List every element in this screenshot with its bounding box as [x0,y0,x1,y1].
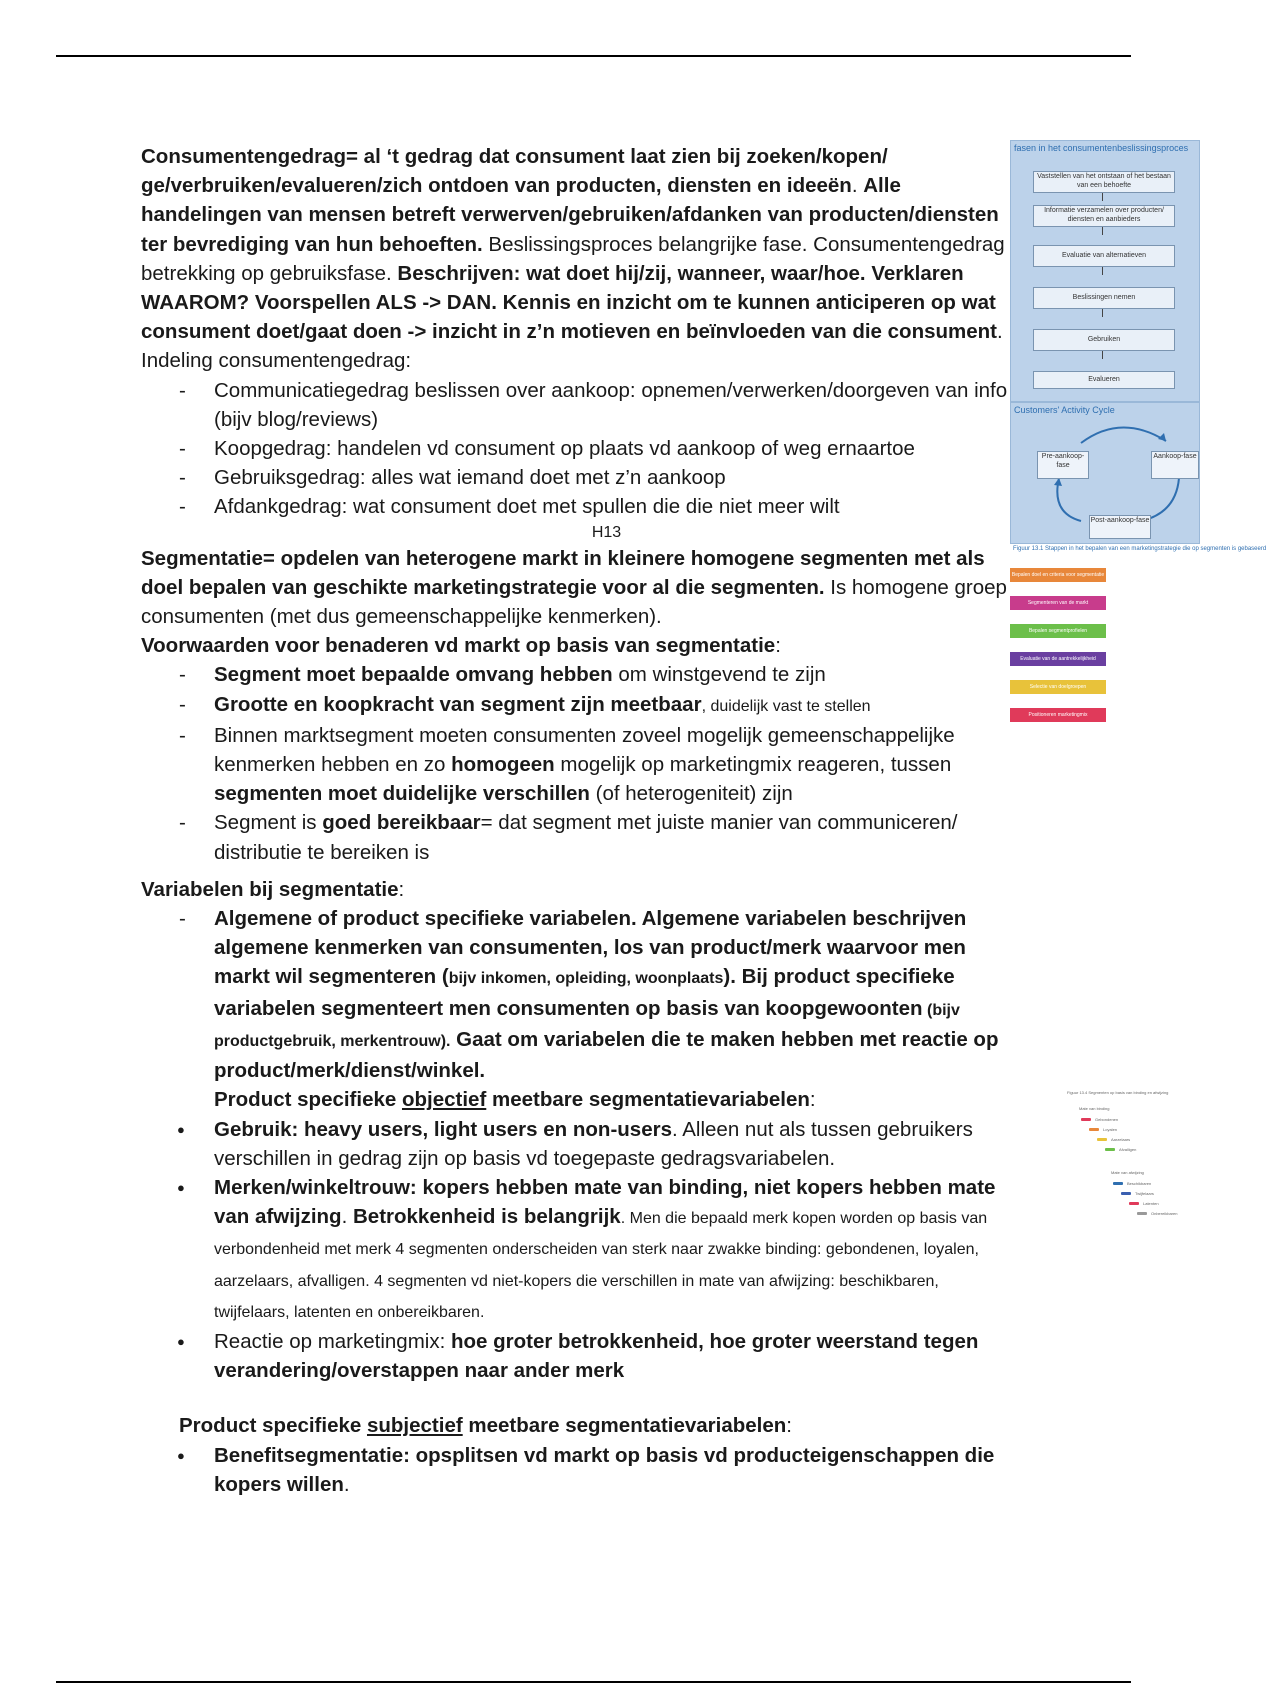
bold-text: homogeen [451,753,555,777]
process-step: Evaluatie van alternatieven [1033,245,1175,267]
small-text: . Men die bepaald merk kopen worden op basis van verbondenheid met merk 4 segmenten onderscheiden van sterk naar zwakke binding: gebondenen, loyalen, aarzelaars, afvalligen. 4 segmenten vd niet-kopers die verschillen in mate van afwijzing: beschikbaren, twijfelaars, latenten en onbereikbaren. [214,1210,988,1321]
strategy-step: Selectie van doelgroepen [1010,680,1106,694]
figure-title: fasen in het consumentenbeslissingsproces [1014,143,1189,153]
decision-process-figure [1010,140,1200,402]
process-step: Vaststellen van het ontstaan of het bestaan van een behoefte [1033,171,1175,193]
text: Segment is [214,811,323,835]
bold-text: Product specifieke [179,1414,367,1438]
cycle-pre: Pre-aankoop-fase [1037,451,1089,479]
definition-consumentengedrag: Consumentengedrag= al ‘t gedrag dat consument laat zien bij zoeken/kopen/ ge/verbruiken/evalueren/zich ontdoen van producten, diensten en ideeën [141,145,888,198]
bold-text: Voorwaarden voor benaderen vd markt op basis van segmentatie [141,634,776,658]
strategy-step: Bepalen segmentprofielen [1010,624,1106,638]
list-item [141,1173,1016,1327]
list-item: - Gebruiksgedrag: alles wat iemand doet met z’n aankoop [141,463,1016,492]
variabelen-list [141,904,1016,1085]
variabelen-heading [141,875,1016,904]
segment-label: Onbereikbaren [1151,1211,1178,1216]
arrow [1102,351,1103,359]
list-item [141,1441,1016,1499]
bold-text: Grootte en koopkracht van segment zijn meetbaar [214,692,702,716]
bold-text: Benefitsegmentatie: opsplitsen vd markt op basis vd producteigenschappen die kopers willen [214,1443,995,1496]
text: om winstgevend te zijn [612,663,826,687]
list-item: - Afdankgedrag: wat consument doet met spullen die die niet meer wilt [141,492,1016,521]
strategy-steps-figure [1010,568,1106,738]
text: Reactie op marketingmix: [214,1329,451,1353]
voorwaarden-heading [141,631,1016,660]
bold-text: Algemene of product specifieke variabelen. Algemene variabelen beschrijven algemene kenmerken van consumenten, los van product/merk waarvoor men markt wil segmenteren ( [214,907,967,989]
list-item [141,1327,1016,1385]
list-item [141,1115,1016,1173]
small-text: bijv inkomen, opleiding, woonplaats [448,970,724,988]
segment-label: Loyalen [1103,1127,1118,1132]
document-body [141,142,1016,1499]
header-rule [56,55,1131,57]
arrow [1102,193,1103,201]
small-text: (bijv productgebruik, merkentrouw). [214,1001,960,1050]
text: mogelijk op marketingmix reageren, tussen [554,753,952,777]
process-step: Evalueren [1033,371,1175,389]
segmentatie-paragraph [141,544,1016,632]
bold-text: ). Bij product specifieke variabelen segmenteert men consumenten op basis van koopgewoonten [214,965,955,1020]
bold-text: Product specifieke [214,1088,402,1112]
segment-label: Latenten [1143,1201,1159,1206]
footer-rule [56,1681,1131,1683]
process-step: Beslissingen nemen [1033,287,1175,309]
legend-line [1137,1212,1147,1215]
segment-label: Beschikbaren [1127,1181,1152,1186]
text: . Indeling consumentengedrag: [141,320,1003,373]
chapter-label: H13 [591,523,622,541]
strategy-step: Evaluatie van de aantrekkelijkheid [1010,652,1106,666]
intro-paragraph [141,142,1016,376]
loyalty-segments-figure [1067,1090,1197,1230]
list-item: - Koopgedrag: handelen vd consument op plaats vd aankoop of weg ernaartoe [141,434,1016,463]
list-item [141,904,1016,1085]
cycle-aankoop: Aankoop-fase [1151,451,1199,479]
legend-line [1129,1202,1139,1205]
bold-text: Merken/winkeltrouw: kopers hebben mate van binding, niet kopers hebben mate van afwijzing [214,1175,996,1229]
indeling-list [141,376,1016,522]
spacer [141,867,1016,875]
bold-text: meetbare segmentatievariabelen [462,1414,787,1438]
activity-cycle-figure [1010,402,1266,552]
text: : [809,1088,816,1112]
afwijzing-label: Mate van afwijzing [1111,1170,1144,1175]
small-text: , duidelijk vast te stellen [701,697,871,715]
text: Binnen marktsegment moeten consumenten zoveel mogelijk gemeenschappelijke kenmerken hebben en zo [214,723,955,777]
segment-label: Aarzelaars [1111,1137,1131,1142]
bold-text: Variabelen bij segmentatie [141,877,399,901]
segment-label: Afvalligen [1119,1147,1137,1152]
arrow [1102,227,1103,235]
objectief-heading [141,1085,1016,1114]
bold-text: Segmentatie= opdelen van heterogene markt in kleinere homogene segmenten met als doel bepalen van geschikte marketingstrategie voor al die segmenten. [141,546,985,599]
list-item [141,721,1016,809]
subjectief-list [141,1441,1016,1499]
text: : [398,877,405,901]
legend-line [1121,1192,1131,1195]
cycle-post: Post-aankoop-fase [1089,515,1151,539]
bold-text: Beschrijven: wat doet hij/zij, wanneer, waar/hoe. Verklaren WAAROM? Voorspellen ALS -> DAN. Kennis en inzicht om te kunnen anticiperen op wat consument doet/gaat doen -> inzicht in z’n motieven en beïnvloeden van die consument [141,261,997,344]
text: Beslissingsproces belangrijke fase. Consumentengedrag betrekking op gebruiksfase. [141,232,1005,285]
list-item [141,690,1016,721]
text: . Alleen nut als tussen gebruikers verschillen in gedrag zijn op basis vd toegepaste gedragsvariabelen. [214,1117,973,1170]
legend-line [1113,1182,1123,1185]
list-item [141,660,1016,689]
strategy-step: Positioneren marketingmix [1010,708,1106,722]
bold-text: Gaat om variabelen die te maken hebben met reactie op product/merk/dienst/winkel. [214,1027,999,1083]
bold-text: segmenten moet duidelijke verschillen [214,782,590,806]
strategy-step: Bepalen doel en criteria voor segmentatie [1010,568,1106,582]
bold-text: Alle handelingen van mensen betreft verwerven/gebruiken/afdanken van producten/diensten ter bevrediging van hun behoeften. [141,174,999,256]
text: (of heterogeniteit) zijn [589,782,793,806]
process-step: Informatie verzamelen over producten/ diensten en aanbieders [1033,205,1175,227]
bold-text: Betrokkenheid is belangrijk [352,1205,621,1229]
bold-text: Segment moet bepaalde omvang hebben [214,663,613,687]
strategy-step: Segmenteren van de markt [1010,596,1106,610]
text: = dat segment met juiste manier van communiceren/ distributie te bereiken is [214,811,958,864]
list-item [141,808,1016,866]
legend-line [1089,1128,1099,1131]
voorwaarden-list [141,660,1016,866]
segment-label: Gebondenen [1095,1117,1119,1122]
subjectief-heading [141,1411,1016,1440]
bold-text: Gebruik: heavy users, light users en non-users [214,1117,672,1141]
binding-label: Mate van binding [1079,1106,1110,1111]
text: . [341,1205,353,1229]
legend-line [1081,1118,1091,1121]
bold-text: subjectief [366,1414,463,1438]
segment-label: Twijfelaars [1135,1191,1154,1196]
figure-caption: Figuur 13.1 Stappen in het bepalen van een marketingstrategie die op segmenten is gebaseerd [1013,546,1266,552]
text: : [786,1414,792,1438]
figure-title: Customers' Activity Cycle [1014,405,1115,415]
bold-text: hoe groter betrokkenheid, hoe groter weerstand tegen verandering/overstappen naar ander merk [214,1329,979,1383]
text: . [343,1472,350,1496]
text: Is homogene groep consumenten (met dus gemeenschappelijke kenmerken). [141,575,1007,629]
text: : [775,634,781,658]
arrow [1102,309,1103,317]
process-step: Gebruiken [1033,329,1175,351]
bold-text: goed bereikbaar [322,811,481,835]
bold-text: meetbare segmentatievariabelen [486,1088,810,1112]
objectief-list [141,1115,1016,1386]
legend-line [1105,1148,1115,1151]
figure-caption: Figuur 13.4 Segmenten op basis van binding en afwijzing [1067,1090,1169,1095]
bold-text: objectief [401,1088,487,1112]
arrow [1102,267,1103,275]
legend-line [1097,1138,1107,1141]
text: . [851,174,864,198]
list-item: - Communicatiegedrag beslissen over aankoop: opnemen/verwerken/doorgeven van info (bijv blog/reviews) [141,376,1016,434]
spacer [141,1385,1016,1411]
